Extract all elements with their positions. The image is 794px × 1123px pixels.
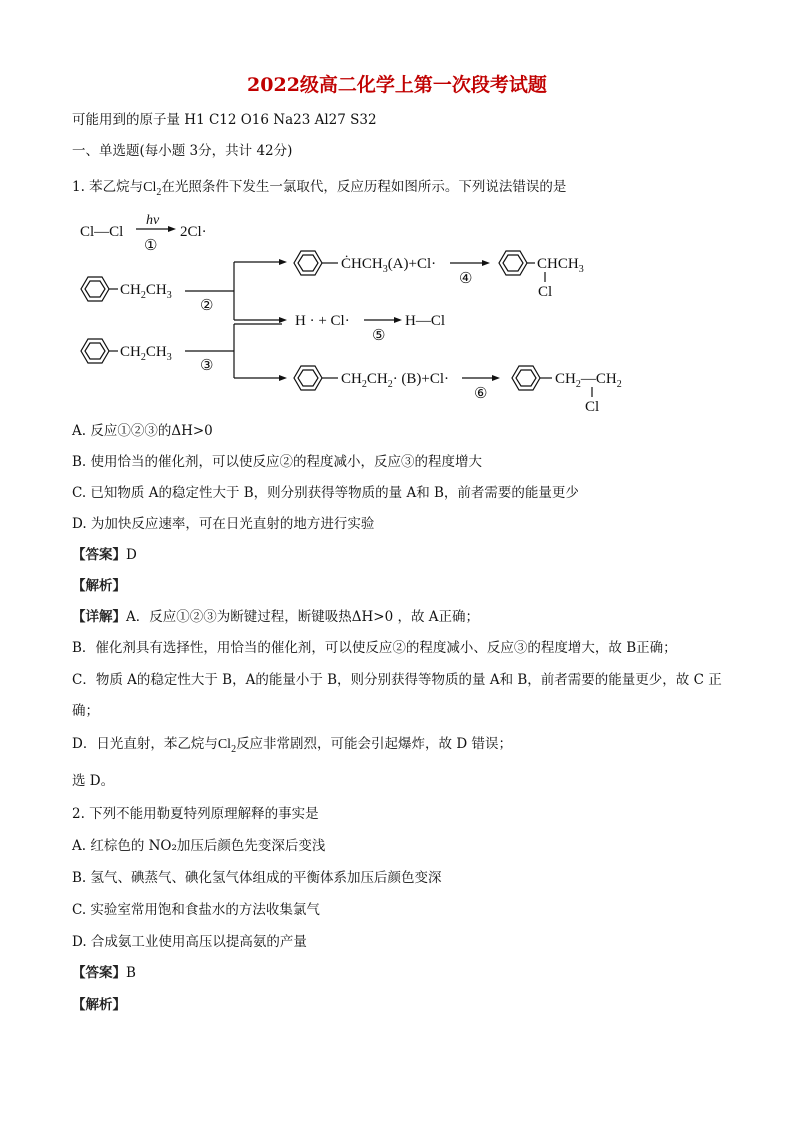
q1-detail-a: 【详解】A．反应①②③为断键过程，断键吸热ΔH>0 ，故 A正确；	[72, 609, 480, 625]
q1-detail-tag: 【详解】	[72, 609, 126, 625]
q1-stem-a: 1. 苯乙烷与	[72, 179, 144, 195]
exam-title: 2022级高二化学上第一次段考试题	[247, 74, 547, 96]
q2-option-c: C. 实验室常用饱和食盐水的方法收集氯气	[72, 902, 320, 918]
benzene-ring-3	[499, 251, 527, 275]
q1-option-d: D. 为加快反应速率，可在日光直射的地方进行实验	[72, 516, 375, 532]
r4-number: ④	[459, 271, 473, 287]
section-heading: 一、单选题(每小题 3分，共计 42分)	[72, 143, 293, 159]
benzene-ring-6	[512, 366, 540, 390]
r2-number: ②	[200, 298, 214, 314]
ethyl-group-1: $CH_2CH_3$	[120, 282, 172, 301]
q1-analysis-tag: 【解析】	[72, 578, 126, 594]
q1-stem-b: 在光照条件下发生一氯取代，反应历程如图所示。下列说法错误的是	[161, 179, 567, 195]
q1-answer	[72, 546, 137, 564]
benzene-ring-4	[81, 339, 109, 363]
q1-answer-tag: 【答案】	[72, 547, 126, 563]
ethyl-group-2: $CH_2CH_3$	[120, 344, 172, 363]
product-6-cl: Cl	[585, 399, 600, 415]
q1-detail-d: D．日光直射，苯乙烷与$Cl_2$反应非常剧烈，可能会引起爆炸，故 D 错误；	[72, 736, 512, 755]
benzene-ring-1	[81, 277, 109, 301]
q2-answer-tag: 【答案】	[72, 965, 126, 981]
q1-detail-c1: C．物质 A的稳定性大于 B，A的能量小于 B，则分别获得等物质的量 A和 B，前者需要的能量更少，故 C 正	[72, 672, 722, 688]
q1-stem	[72, 178, 566, 202]
r1-right: 2Cl·	[180, 224, 207, 240]
product-4-cl: Cl	[538, 284, 553, 300]
q2-analysis-tag: 【解析】	[72, 997, 126, 1013]
r1-left: Cl—Cl	[80, 224, 124, 240]
q1-detail-cl2: $Cl_2$	[217, 737, 237, 755]
hcl-product: H—Cl	[405, 313, 446, 329]
q1-stem-cl2: $Cl_2$	[143, 180, 162, 198]
r1-condition: hν	[146, 213, 160, 228]
q2-answer	[72, 964, 136, 982]
q1-conclusion: 选 D。	[72, 773, 115, 789]
q2-answer-value: B	[126, 965, 136, 981]
benzene-ring-2	[294, 251, 322, 275]
r6-number: ⑥	[474, 386, 488, 402]
hcl-reactants: H · + Cl·	[295, 313, 350, 329]
q1-answer-value: D	[126, 547, 137, 563]
q2-option-a: A. 红棕色的 NO₂加压后颜色先变深后变浅	[72, 838, 326, 854]
q1-detail-b: B．催化剂具有选择性，用恰当的催化剂，可以使反应②的程度减小、反应③的程度增大，故 B正确；	[72, 640, 677, 656]
product-4-chain: $CHCH_3$	[537, 256, 584, 275]
atomic-masses: 可能用到的原子量 H1 C12 O16 Na23 Al27 S32	[72, 112, 377, 128]
q1-option-a: A. 反应①②③的ΔH>0	[72, 423, 213, 439]
q2-option-d: D. 合成氨工业使用高压以提高氨的产量	[72, 934, 307, 950]
q1-option-b: B. 使用恰当的催化剂，可以使反应②的程度减小，反应③的程度增大	[72, 454, 483, 470]
r1-number: ①	[144, 238, 158, 254]
radical-a: $ĊHCH_3(A)+Cl\cdot$	[341, 256, 437, 275]
reaction-mechanism-diagram	[0, 200, 794, 415]
q1-option-c: C. 已知物质 A的稳定性大于 B，则分别获得等物质的量 A和 B，前者需要的能量更少	[72, 485, 579, 501]
r5-number: ⑤	[372, 328, 386, 344]
r3-number: ③	[200, 358, 214, 374]
q2-option-b: B. 氢气、碘蒸气、碘化氢气体组成的平衡体系加压后颜色变深	[72, 870, 442, 886]
product-6-chain: $CH_2—CH_2$	[555, 371, 622, 390]
q1-detail-c2: 确；	[72, 703, 99, 719]
radical-b: $CH_2CH_2\cdot (B)+Cl\cdot$	[341, 371, 450, 390]
benzene-ring-5	[294, 366, 322, 390]
q2-stem: 2. 下列不能用勒夏特列原理解释的事实是	[72, 806, 319, 822]
